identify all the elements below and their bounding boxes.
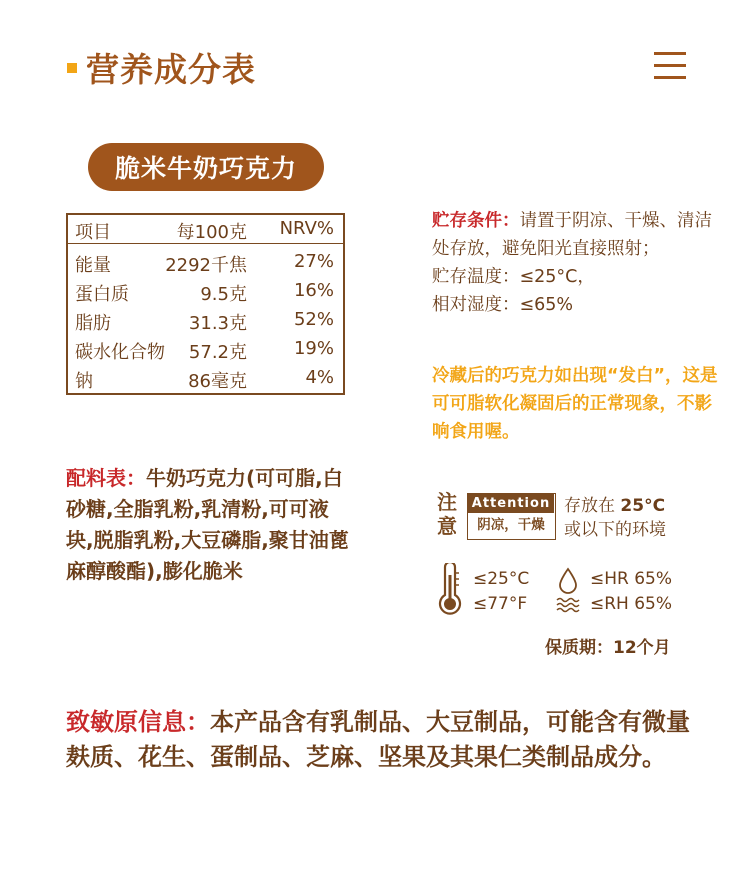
attention-cn-label xyxy=(437,490,459,538)
row-label: 脂肪 xyxy=(75,313,111,334)
allergen-info xyxy=(66,705,706,775)
thermometer-icon xyxy=(435,563,465,615)
temp-celsius: ≤25°C xyxy=(473,569,530,589)
table-row xyxy=(68,335,343,363)
menu-icon[interactable] xyxy=(654,52,686,79)
attention-text xyxy=(564,494,666,542)
allergen-label: 致敏原信息： xyxy=(66,708,210,736)
row-nrv: 27% xyxy=(293,251,334,272)
attention-sub: 阴凉，干燥 xyxy=(477,517,545,533)
row-amount: 86毫克 xyxy=(188,371,247,392)
row-amount: 31.3克 xyxy=(188,313,247,334)
water-drop-icon xyxy=(557,567,579,595)
humidity-hr: ≤HR 65% xyxy=(590,569,673,589)
title-marker xyxy=(67,63,77,73)
storage-temp: 贮存温度：≤25°C， xyxy=(432,267,595,287)
allergen-text: 本产品含有乳制品、大豆制品，可能含有微量麸质、花生、蛋制品、芝麻、坚果及其果仁类制品成分。 xyxy=(66,708,690,771)
nutrition-table xyxy=(66,213,345,395)
table-row xyxy=(68,248,343,276)
row-nrv: 52% xyxy=(293,309,334,330)
humidity-values xyxy=(590,567,672,617)
row-amount: 2292千焦 xyxy=(165,255,247,276)
table-header-row xyxy=(68,215,343,244)
table-row xyxy=(68,277,343,305)
row-label: 蛋白质 xyxy=(75,284,129,305)
row-amount: 9.5克 xyxy=(200,284,247,305)
humidity-waves-icon xyxy=(555,596,581,614)
attention-zhu: 注 xyxy=(437,490,457,514)
row-label: 能量 xyxy=(75,255,111,276)
attention-badge xyxy=(467,493,556,540)
attention-title: Attention xyxy=(468,494,554,513)
humidity-rh: ≤RH 65% xyxy=(590,594,673,614)
storage-label: 贮存条件： xyxy=(432,211,520,231)
temperature-values xyxy=(473,567,529,617)
page-title: 营养成分表 xyxy=(86,50,256,89)
row-nrv: 19% xyxy=(293,338,334,359)
header-nrv: NRV% xyxy=(279,218,334,239)
row-nrv: 16% xyxy=(293,280,334,301)
storage-humidity: 相对湿度：≤65% xyxy=(432,295,574,315)
table-row xyxy=(68,364,343,392)
row-label: 钠 xyxy=(75,371,93,392)
attention-line2: 或以下的环境 xyxy=(564,520,666,540)
table-row xyxy=(68,306,343,334)
row-amount: 57.2克 xyxy=(188,342,247,363)
temp-fahrenheit: ≤77°F xyxy=(473,594,528,614)
storage-text: 请置于阴凉、干燥、清洁处存放，避免阳光直接照射； xyxy=(432,211,712,259)
shelf-life: 保质期：12个月 xyxy=(545,638,671,658)
attention-line1-value: 25°C xyxy=(620,496,666,516)
attention-yi: 意 xyxy=(437,514,457,538)
bloom-warning: 冷藏后的巧克力如出现“发白”，这是可可脂软化凝固后的正常现象，不影响食用喔。 xyxy=(432,366,718,442)
header-item: 项目 xyxy=(75,222,111,243)
row-label: 碳水化合物 xyxy=(75,342,165,363)
ingredients-text: 牛奶巧克力(可可脂,白砂糖,全脂乳粉,乳清粉,可可液块,脱脂乳粉,大豆磷脂,聚甘油蓖麻醇酸酯),膨化脆米 xyxy=(66,466,349,583)
row-nrv: 4% xyxy=(305,367,334,388)
header-per100g: 每100克 xyxy=(176,222,247,243)
ingredients xyxy=(66,463,356,587)
ingredients-label: 配料表： xyxy=(66,466,146,490)
product-name-badge: 脆米牛奶巧克力 xyxy=(88,143,324,191)
attention-line1-prefix: 存放在 xyxy=(564,496,615,516)
storage-conditions xyxy=(432,207,722,319)
